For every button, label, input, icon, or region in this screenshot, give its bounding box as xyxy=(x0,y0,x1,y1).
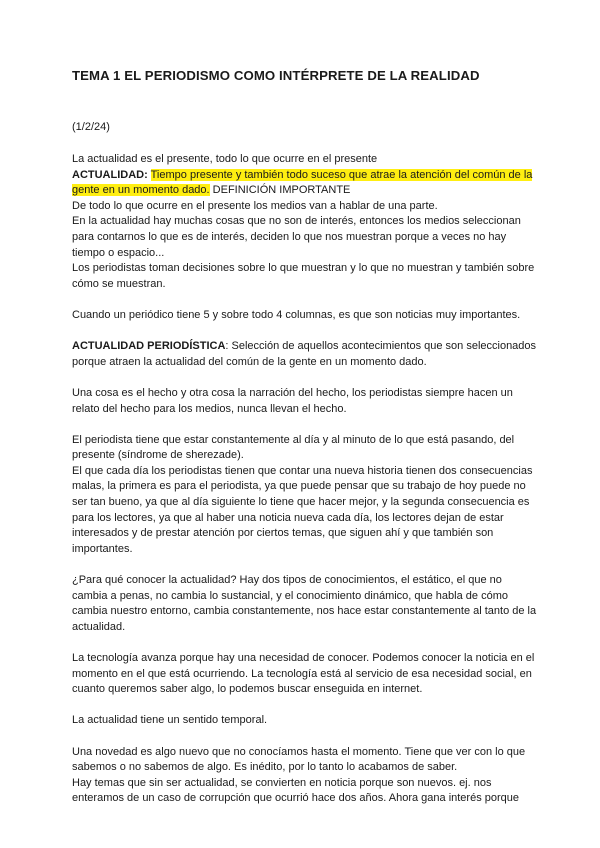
definition-text: : Selección de aquellos acontecimientos que son seleccionados porque atraen la actualidad del común de la gente en un momento dado. xyxy=(72,340,537,368)
paragraph: De todo lo que ocurre en el presente los medios van a hablar de una parte. xyxy=(72,199,438,212)
paragraph: Una novedad es algo nuevo que no conocíamos hasta el momento. Tiene que ver con lo que sabemos o no sabemos de algo. Es inédito, por lo tanto lo acabamos de saber. xyxy=(72,745,526,774)
definition-actualidad xyxy=(72,168,540,199)
paragraph: En la actualidad hay muchas cosas que no son de interés, entonces los medios seleccionan para contarnos lo que es de interés, deciden lo que nos muestran porque a veces no hay tiempo o espacio... xyxy=(72,215,521,259)
highlighted-definition: Tiempo presente y también todo suceso que atrae la atención del común de la gente en un momento dado. xyxy=(72,168,533,197)
paragraph: Cuando un periódico tiene 5 y sobre todo 4 columnas, es que son noticias muy importantes. xyxy=(72,308,521,321)
definition-actualidad-periodistica xyxy=(72,339,540,370)
term-label: ACTUALIDAD PERIODÍSTICA xyxy=(72,340,226,353)
paragraph: Los periodistas toman decisiones sobre lo que muestran y lo que no muestran y también sobre cómo se muestran. xyxy=(72,262,535,290)
paragraph: El periodista tiene que estar constantemente al día y al minuto de lo que está pasando, del presente (síndrome de sherezade). xyxy=(72,433,515,462)
term-label: ACTUALIDAD: xyxy=(72,168,148,181)
paragraph: La tecnología avanza porque hay una necesidad de conocer. Podemos conocer la noticia en el momento en el que está ocurriendo. La tecnología está al servicio de esa necesidad social, en cuanto queremos saber algo, lo podemos buscar enseguida en internet. xyxy=(72,652,535,696)
paragraph: El que cada día los periodistas tienen que contar una nueva historia tienen dos consecuencias malas, la primera es para el periodista, ya que puede pensar que su trabajo de hoy puede no ser tan bueno, ya que al día siguiente lo tiene que hacer mejor, y la segunda consecuencia es para los lectores, ya que al haber una noticia nueva cada día, los lectores dejan de estar interesados y de prestar atención por ciertos temas, que siguen ahí y que también son importantes. xyxy=(72,464,533,555)
definition-note: DEFINICIÓN IMPORTANTE xyxy=(212,184,351,197)
paragraph: La actualidad es el presente, todo lo que ocurre en el presente xyxy=(72,153,378,165)
document-title: TEMA 1 EL PERIODISMO COMO INTÉRPRETE DE LA REALIDAD xyxy=(72,68,480,83)
date-label: (1/2/24) xyxy=(72,121,110,133)
paragraph: La actualidad tiene un sentido temporal. xyxy=(72,714,268,727)
paragraph: Una cosa es el hecho y otra cosa la narración del hecho, los periodistas siempre hacen un relato del hecho para los medios, nunca llevan el hecho. xyxy=(72,386,513,415)
paragraph: ¿Para qué conocer la actualidad? Hay dos tipos de conocimientos, el estático, el que no cambia a penas, no cambia lo sustancial, y el conocimiento dinámico, que habla de cómo cambia nuestro entorno, cambia constantemente, nos hace estar constantemente al tanto de la actualidad. xyxy=(72,574,537,633)
paragraph: Hay temas que sin ser actualidad, se convierten en noticia porque son nuevos. ej. nos enteramos de un caso de corrupción que ocurrió hace dos años. Ahora gana interés porque xyxy=(72,776,520,805)
